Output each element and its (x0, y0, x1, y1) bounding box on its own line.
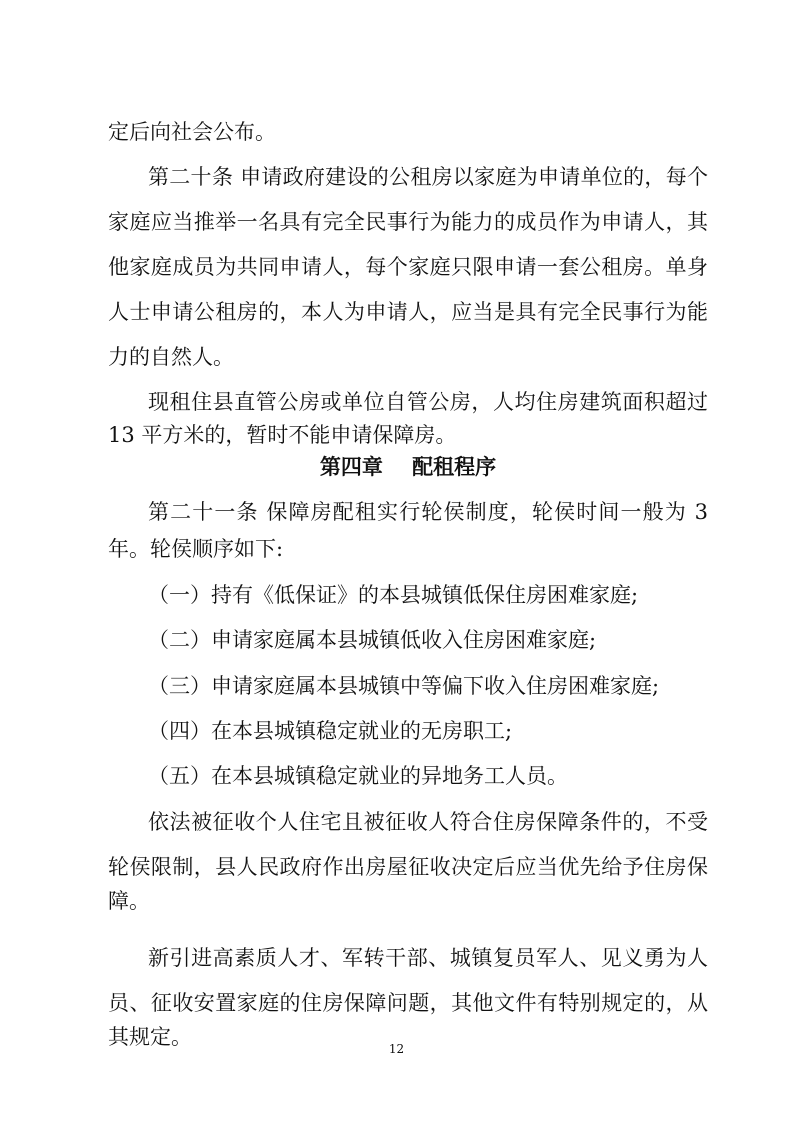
paragraph-line: 13 平方米的，暂时不能申请保障房。 (108, 423, 457, 447)
paragraph-line: 障。 (108, 889, 150, 913)
paragraph-line: 现租住县直管公房或单位自管公房，人均住房建筑面积超过 (148, 390, 708, 414)
paragraph-line: 其规定。 (108, 1025, 192, 1049)
chapter-heading: 第四章 配租程序 (319, 454, 497, 479)
page-number: 12 (388, 1042, 405, 1056)
list-item: （五）在本县城镇稳定就业的异地务工人员。 (148, 764, 568, 788)
paragraph-line: 依法被征收个人住宅且被征收人符合住房保障条件的，不受 (148, 810, 708, 834)
list-item: （四）在本县城镇稳定就业的无房职工; (148, 719, 513, 743)
article-20-line: 第二十条 申请政府建设的公租房以家庭为申请单位的，每个 (148, 165, 708, 189)
paragraph-line: 新引进高素质人才、军转干部、城镇复员军人、见义勇为人 (148, 946, 708, 970)
article-21-line: 第二十一条 保障房配租实行轮侯制度，轮侯时间一般为 3 (148, 500, 708, 524)
list-item: （二）申请家庭属本县城镇低收入住房困难家庭; (148, 628, 597, 652)
paragraph-line: 家庭应当推举一名具有完全民事行为能力的成员作为申请人，其 (108, 210, 708, 234)
paragraph-line: 轮侯限制，县人民政府作出房屋征收决定后应当优先给予住房保 (108, 855, 708, 879)
paragraph-line: 力的自然人。 (108, 345, 234, 369)
paragraph-line: 定后向社会公布。 (108, 120, 276, 144)
paragraph-line: 年。轮侯顺序如下: (108, 537, 284, 561)
list-item: （三）申请家庭属本县城镇中等偏下收入住房困难家庭; (148, 674, 660, 698)
paragraph-line: 他家庭成员为共同申请人，每个家庭只限申请一套公租房。单身 (108, 255, 708, 279)
paragraph-line: 人士申请公租房的，本人为申请人，应当是具有完全民事行为能 (108, 300, 708, 324)
list-item: （一）持有《低保证》的本县城镇低保住房困难家庭; (148, 583, 639, 607)
paragraph-line: 员、征收安置家庭的住房保障问题，其他文件有特别规定的，从 (108, 991, 708, 1015)
